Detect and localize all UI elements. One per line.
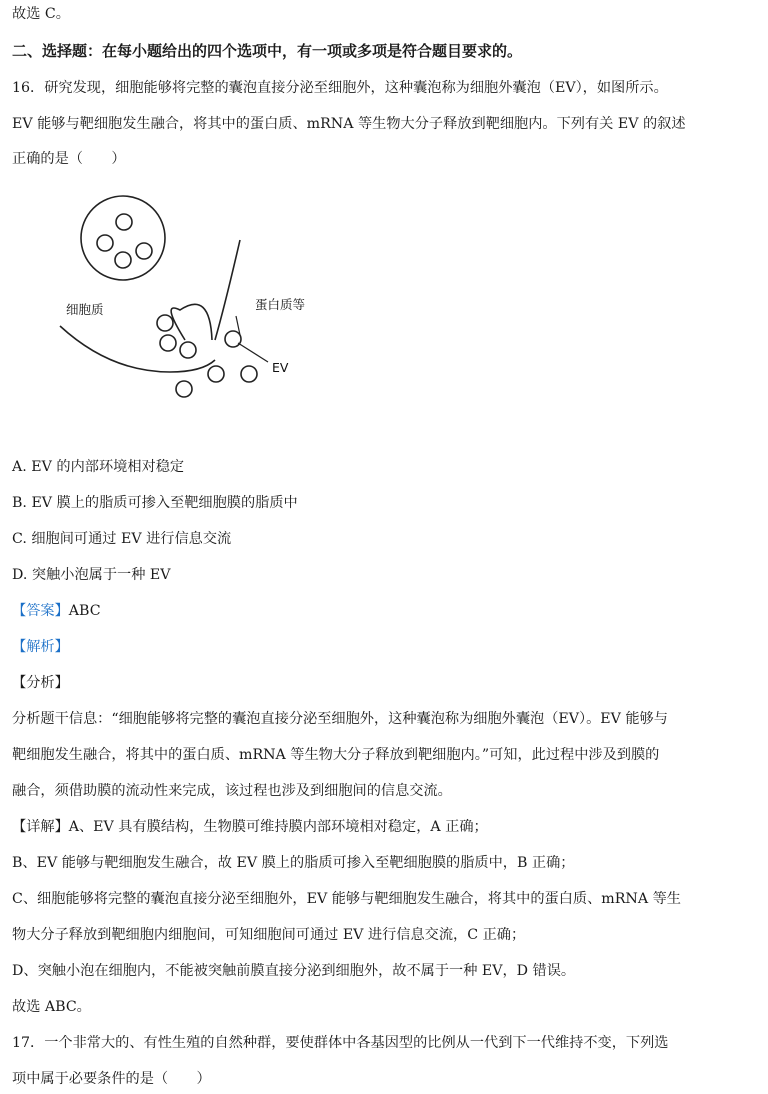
detail-line3: C、细胞能够将完整的囊泡直接分泌至细胞外，EV 能够与靶细胞发生融合，将其中的蛋白质、mRNA 等生 xyxy=(12,891,681,907)
q17-stem-line1: 17．一个非常大的、有性生殖的自然种群，要使群体中各基因型的比例从一代到下一代维持不变，下列选 xyxy=(12,1035,669,1051)
fenxi-line3: 融合，须借助膜的流动性来完成，该过程也涉及到细胞间的信息交流。 xyxy=(12,783,452,799)
detail-line2: B、EV 能够与靶细胞发生融合，故 EV 膜上的脂质可掺入至靶细胞膜的脂质中，B 正确； xyxy=(12,855,575,871)
cell-membrane xyxy=(60,326,215,372)
ev-pointer xyxy=(238,343,268,362)
q16-option-b: B. EV 膜上的脂质可掺入至靶细胞膜的脂质中 xyxy=(12,495,298,511)
section-heading: 二、选择题：在每小题给出的四个选项中，有一项或多项是符合题目要求的。 xyxy=(12,42,523,60)
ev-diagram xyxy=(50,190,340,410)
budding-vesicle xyxy=(171,304,212,340)
analysis-tag: 【解析】 xyxy=(12,639,69,655)
budding-particles xyxy=(157,315,196,358)
detail-line5: D、突触小泡在细胞内，不能被突触前膜直接分泌到细胞外，故不属于一种 EV，D 错误。 xyxy=(12,963,576,979)
q16-option-a: A. EV 的内部环境相对稳定 xyxy=(12,459,185,475)
vesicle-particles xyxy=(97,214,152,268)
label-protein: 蛋白质等 xyxy=(255,297,306,312)
fenxi-line2: 靶细胞发生融合，将其中的蛋白质、mRNA 等生物大分子释放到靶细胞内。”可知，此过程中涉及到膜的 xyxy=(12,747,660,763)
answer-value: ABC xyxy=(68,603,101,619)
label-ev: EV xyxy=(272,360,289,375)
fenxi-line1: 分析题干信息：“细胞能够将完整的囊泡直接分泌至细胞外，这种囊泡称为细胞外囊泡（EV）。EV 能够与 xyxy=(12,711,668,727)
q16-option-c: C. 细胞间可通过 EV 进行信息交流 xyxy=(12,531,232,547)
q16-option-d: D. 突触小泡属于一种 EV xyxy=(12,567,171,583)
answer-tag: 【答案】 xyxy=(12,603,69,619)
detail-line4: 物大分子释放到靶细胞内细胞间，可知细胞间可通过 EV 进行信息交流，C 正确； xyxy=(12,927,526,943)
ev-particle xyxy=(225,331,241,347)
q16-stem-line3: 正确的是（ ） xyxy=(12,151,126,167)
q16-stem-line1: 16．研究发现，细胞能够将完整的囊泡直接分泌至细胞外，这种囊泡称为细胞外囊泡（EV），如图所示。 xyxy=(12,80,668,96)
prev-conclusion: 故选 C。 xyxy=(12,6,70,22)
label-cytoplasm: 细胞质 xyxy=(66,302,104,317)
q16-stem-line2: EV 能够与靶细胞发生融合，将其中的蛋白质、mRNA 等生物大分子释放到靶细胞内。下列有关 EV 的叙述 xyxy=(12,116,686,132)
answer-line xyxy=(12,601,756,621)
cell-membrane-right xyxy=(215,240,240,340)
detail-line1: 【详解】A、EV 具有膜结构，生物膜可维持膜内部环境相对稳定，A 正确； xyxy=(12,819,488,835)
q16-conclusion: 故选 ABC。 xyxy=(12,999,91,1015)
q17-stem-line2: 项中属于必要条件的是（ ） xyxy=(12,1071,211,1087)
fenxi-tag: 【分析】 xyxy=(12,675,69,691)
